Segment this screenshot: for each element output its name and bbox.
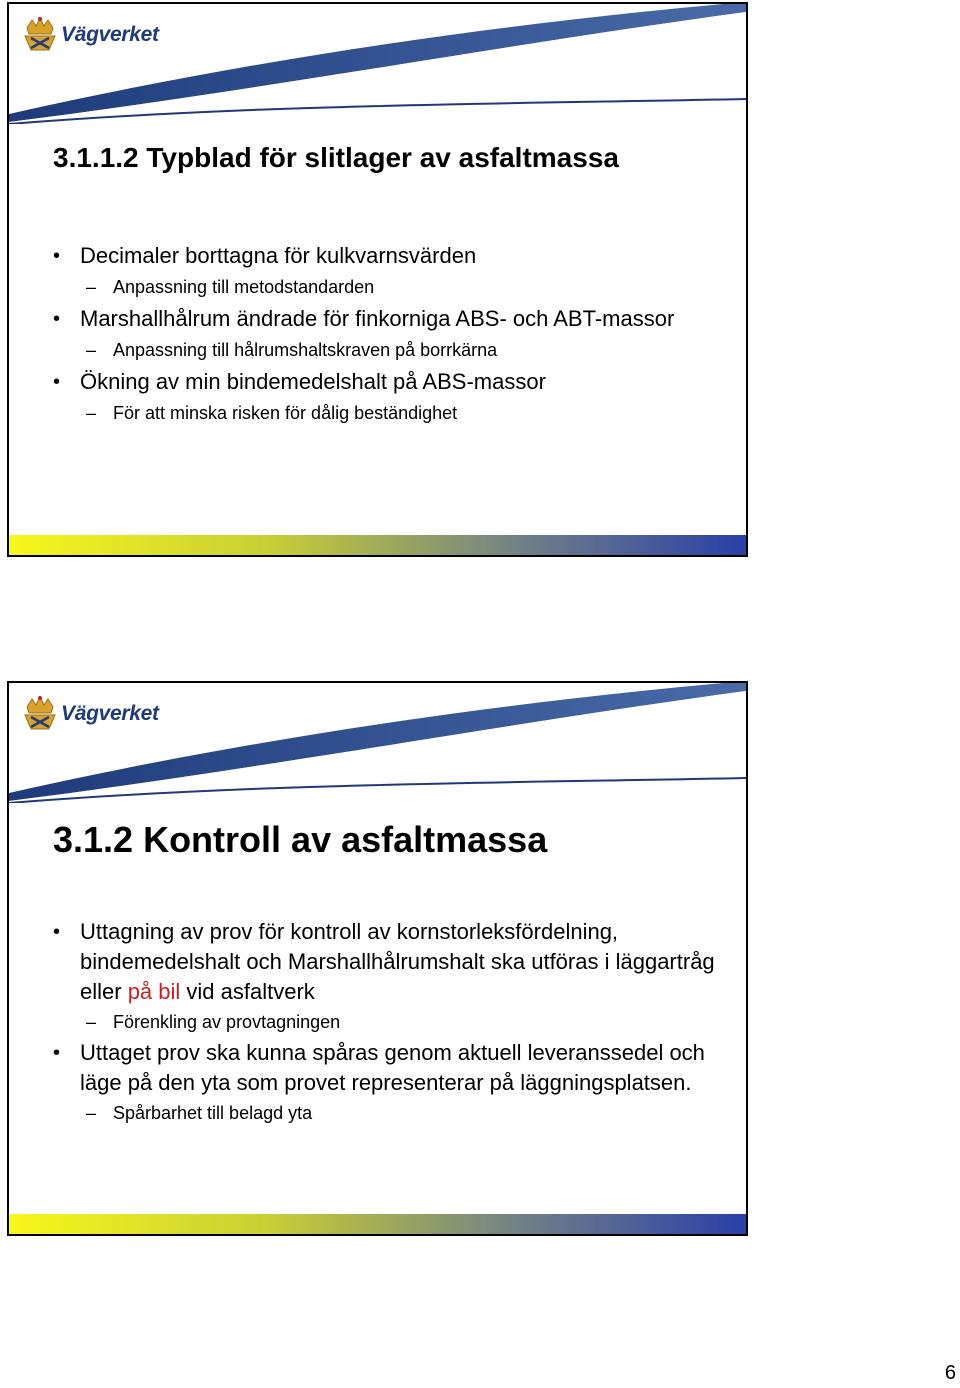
sub-bullet-item: – Spårbarhet till belagd yta xyxy=(53,1098,716,1129)
sub-bullet-item: – Förenkling av provtagningen xyxy=(53,1007,716,1038)
footer-gradient-bar xyxy=(9,535,746,555)
bullet-item: • Marshallhålrum ändrade för finkorniga ABS- och ABT-massor xyxy=(53,303,716,335)
sub-bullet-item: – För att minska risken för dålig beständighet xyxy=(53,398,716,429)
header-swoosh xyxy=(9,4,746,124)
bullet-item: • Decimaler borttagna för kulkvarnsvärden xyxy=(53,240,716,272)
slide-2 xyxy=(7,681,748,1236)
header-swoosh xyxy=(9,683,746,803)
slide-body xyxy=(53,240,716,429)
highlighted-text: på bil xyxy=(127,979,181,1004)
bullet-item xyxy=(53,917,716,1007)
brand-wordmark: Vägverket xyxy=(61,702,159,725)
crown-emblem-icon xyxy=(23,695,57,731)
bullet-item: • Uttaget prov ska kunna spåras genom aktuell leveranssedel och läge på den yta som provet representerar på läggningsplatsen. xyxy=(53,1038,716,1098)
bullet-text: vid asfaltverk xyxy=(180,979,315,1004)
bullet-text: Uttagning av prov för kontroll av kornstorleksfördelning, bindemedelshalt och Marshallhålrumshalt ska utföras i läggartråg eller xyxy=(80,919,715,1004)
footer-gradient-bar xyxy=(9,1214,746,1234)
crown-emblem-icon xyxy=(23,16,57,52)
brand-wordmark: Vägverket xyxy=(61,23,159,46)
sub-bullet-item: – Anpassning till metodstandarden xyxy=(53,272,716,303)
sub-bullet-item: – Anpassning till hålrumshaltskraven på borrkärna xyxy=(53,335,716,366)
bullet-item: • Ökning av min bindemedelshalt på ABS-massor xyxy=(53,366,716,398)
page-number: 6 xyxy=(944,1362,956,1384)
slide-body xyxy=(53,917,716,1129)
slide-title: 3.1.2 Kontroll av asfaltmassa xyxy=(53,819,548,860)
slide-1 xyxy=(7,2,748,557)
slide-title: 3.1.1.2 Typblad för slitlager av asfaltmassa xyxy=(53,142,619,173)
